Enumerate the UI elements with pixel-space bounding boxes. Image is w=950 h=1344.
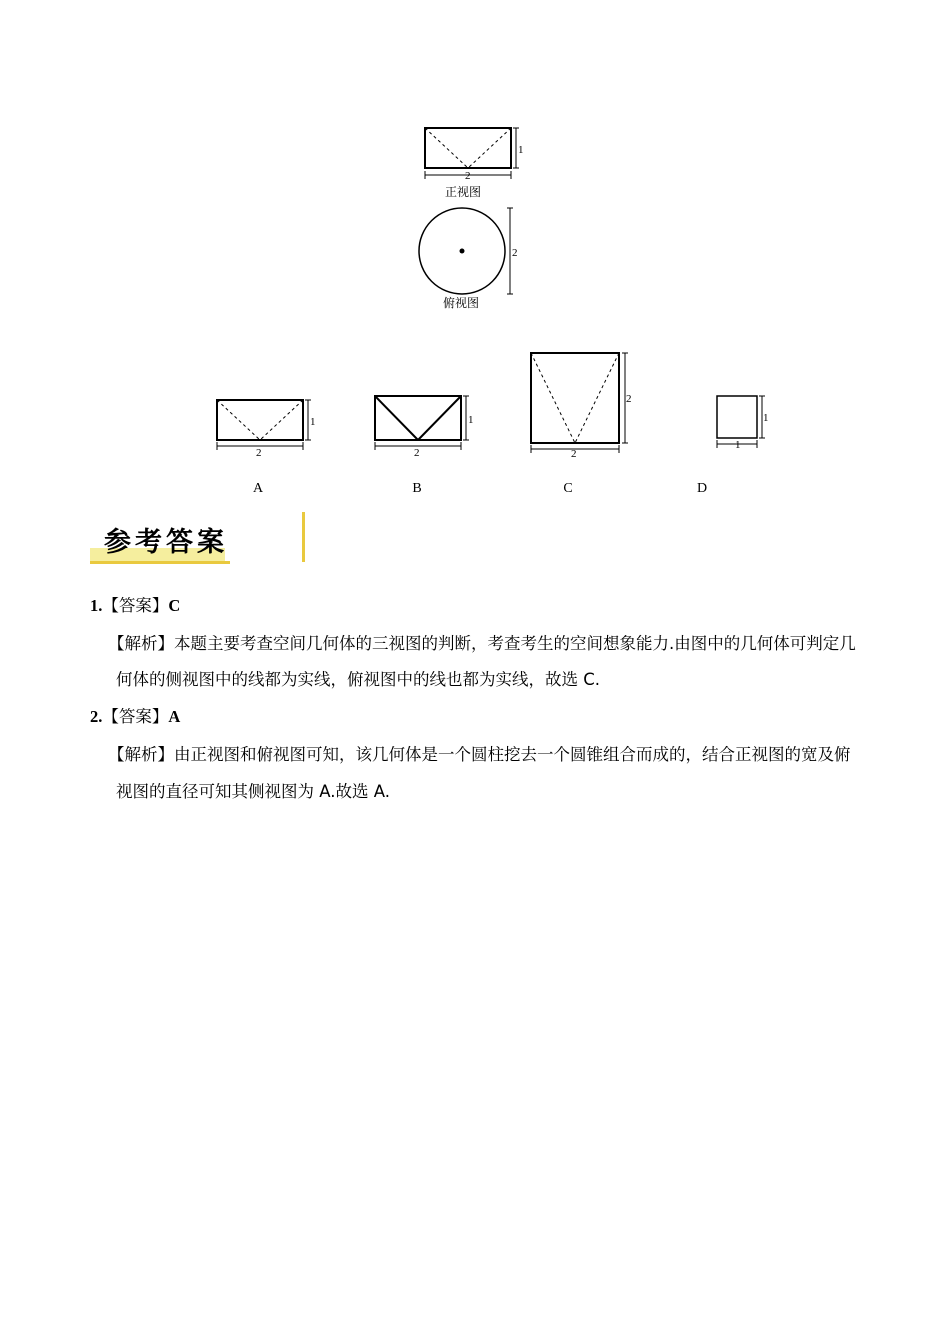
option-d-figure xyxy=(708,388,768,462)
answer-2-analysis-tag: 【解析】 xyxy=(108,745,174,764)
front-view-hidden-edge-left xyxy=(425,128,468,168)
option-d-label: D xyxy=(696,481,708,496)
answer-1-analysis-text2: 何体的侧视图中的线都为实线，俯视图中的线也都为实线，故选 C. xyxy=(116,670,601,689)
answer-2-number: 2. xyxy=(90,707,103,726)
answer-2-line xyxy=(90,707,180,727)
title-underline xyxy=(90,561,230,564)
top-view-center-dot xyxy=(460,249,465,254)
top-view-diameter-label: 2 xyxy=(512,247,518,259)
option-c-figure xyxy=(522,345,637,464)
answer-1-analysis-line1 xyxy=(108,634,856,654)
answer-1-tag: 【答案】 xyxy=(102,596,169,615)
option-c-height-label: 2 xyxy=(626,393,632,405)
answer-1-value: C xyxy=(168,596,181,615)
front-view-width-label: 2 xyxy=(465,170,471,182)
option-c-label: C xyxy=(563,481,573,496)
option-b-figure xyxy=(366,388,476,466)
front-view-caption: 正视图 xyxy=(445,185,482,199)
answer-2-tag: 【答案】 xyxy=(102,707,169,726)
option-c-width-label: 2 xyxy=(571,448,577,460)
option-d-height-label: 1 xyxy=(763,412,768,424)
option-a-label: A xyxy=(252,481,264,496)
answer-1-line xyxy=(90,596,180,616)
front-view-height-label: 1 xyxy=(518,144,524,156)
answer-1-analysis-line2 xyxy=(116,670,600,690)
answer-1-analysis-tag: 【解析】 xyxy=(108,634,174,653)
answer-2-analysis-text2: 视图的直径可知其侧视图为 A.故选 A. xyxy=(116,782,390,801)
answer-1-analysis-text1: 本题主要考查空间几何体的三视图的判断，考查考生的空间想象能力.由图中的几何体可判定几 xyxy=(174,634,856,653)
front-view-hidden-edge-right xyxy=(468,128,511,168)
section-title-text: 参考答案 xyxy=(104,527,228,558)
option-a-height-label: 1 xyxy=(310,416,316,428)
title-vertical-rule xyxy=(302,512,305,562)
front-view-figure xyxy=(415,120,530,204)
option-d-width-label: 1 xyxy=(735,439,741,451)
top-view-figure xyxy=(410,200,530,319)
answer-2-analysis-text1: 由正视图和俯视图可知，该几何体是一个圆柱挖去一个圆锥组合而成的，结合正视图的宽及俯 xyxy=(174,745,851,764)
option-b-height-label: 1 xyxy=(468,414,474,426)
answer-2-analysis-line2 xyxy=(116,782,390,802)
option-a-width-label: 2 xyxy=(256,447,262,459)
option-b-width-label: 2 xyxy=(414,447,420,459)
option-b-label: B xyxy=(412,481,422,496)
answer-2-analysis-line1 xyxy=(108,745,851,765)
section-title-reference-answers xyxy=(90,516,230,566)
answer-2-value: A xyxy=(168,707,181,726)
option-a-figure xyxy=(208,392,318,466)
front-view-rectangle xyxy=(425,128,511,168)
answer-1-number: 1. xyxy=(90,596,103,615)
top-view-caption: 俯视图 xyxy=(443,296,480,310)
